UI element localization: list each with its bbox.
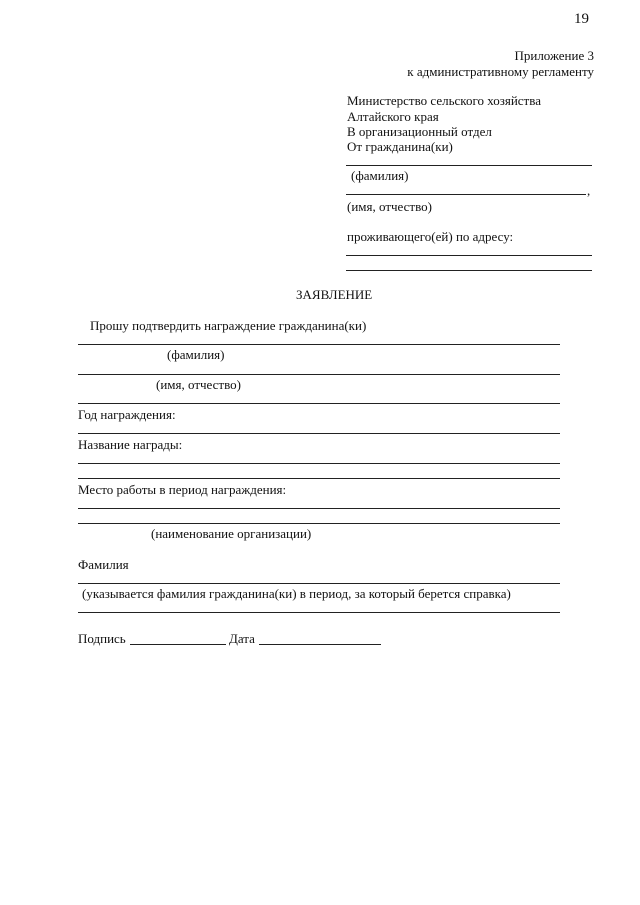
signature-label: Подпись [78,631,126,646]
award-name-line-1 [78,463,560,464]
familia-caption: (указывается фамилия гражданина(ки) в период, за который берется справка) [82,586,511,601]
address-line-2 [346,270,592,271]
award-year-line [78,433,560,434]
workplace-line-2 [78,523,560,524]
addressee-name-line [346,194,586,195]
addressee-comma: , [587,183,591,198]
surname-caption: (фамилия) [167,347,225,362]
name-line-2 [78,403,560,404]
name-caption: (имя, отчество) [156,377,241,392]
addressee-surname-caption: (фамилия) [351,168,409,183]
address-line-1 [346,255,592,256]
familia-label: Фамилия [78,557,129,572]
addressee-line-3: В организационный отдел [347,124,492,139]
name-line [78,374,560,375]
workplace-line-1 [78,508,560,509]
request-text: Прошу подтвердить награждение гражданина(ки) [90,318,367,333]
addressee-line-2: Алтайского края [347,109,439,124]
award-year-label: Год награждения: [78,407,176,422]
workplace-label: Место работы в период награждения: [78,482,287,497]
addressee-surname-line [346,165,592,166]
surname-line [78,344,560,345]
appendix-line-1: Приложение 3 [514,48,594,63]
appendix-line-2: к административному регламенту [407,64,594,79]
addressee-line-1: Министерство сельского хозяйства [347,93,541,108]
address-label: проживающего(ей) по адресу: [347,229,514,244]
award-name-line-2 [78,478,560,479]
addressee-name-caption: (имя, отчество) [347,199,432,214]
award-name-label: Название награды: [78,437,183,452]
date-line [259,644,381,645]
org-caption: (наименование организации) [151,526,312,541]
date-label: Дата [229,631,255,646]
familia-line [78,583,560,584]
signature-line [130,644,226,645]
document-title: ЗАЯВЛЕНИЕ [296,287,373,302]
page-number: 19 [574,11,589,27]
familia-line-2 [78,612,560,613]
addressee-line-4: От гражданина(ки) [347,139,453,154]
